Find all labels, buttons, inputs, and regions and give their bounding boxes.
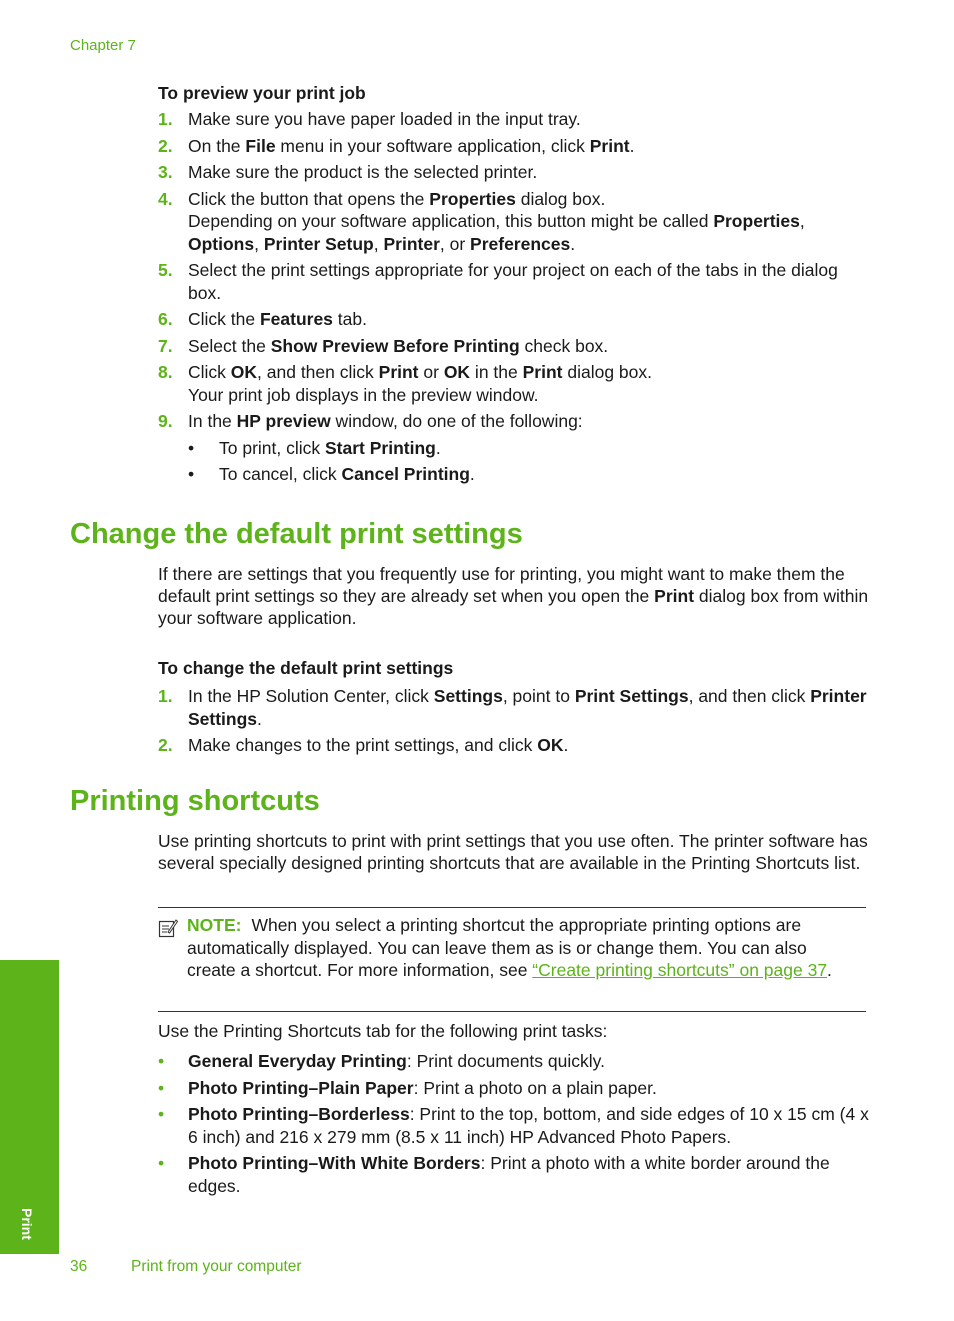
text-run: check box. bbox=[519, 335, 609, 356]
text-run: Click the button that opens the bbox=[188, 188, 430, 209]
text-run: To cancel, click bbox=[219, 464, 342, 484]
text-run: , or bbox=[439, 233, 471, 254]
text-run: . bbox=[563, 735, 569, 755]
shortcuts-intro-paragraph bbox=[158, 830, 870, 874]
step-option bbox=[188, 437, 870, 460]
preview-step bbox=[158, 259, 870, 304]
bold-text: Properties bbox=[429, 188, 516, 209]
bold-text: General Everyday Printing bbox=[188, 1051, 407, 1071]
bold-text: Print bbox=[378, 362, 419, 382]
text-run: Your print job displays in the preview window. bbox=[188, 384, 539, 405]
text-run: , bbox=[373, 233, 384, 254]
text-run: . bbox=[570, 233, 576, 254]
bold-text: Features bbox=[259, 309, 333, 329]
bold-text: Printer Setup bbox=[263, 233, 374, 254]
text-run: . bbox=[469, 464, 475, 484]
bold-text: Photo Printing–With White Borders bbox=[188, 1153, 481, 1173]
text-run: , and then click bbox=[257, 362, 379, 382]
note-pencil-icon bbox=[158, 918, 178, 938]
text-run: , point to bbox=[502, 686, 575, 706]
defaults-procedure-title: To change the default print settings bbox=[158, 658, 454, 678]
step-number: 4. bbox=[158, 188, 173, 209]
text-run: . bbox=[435, 437, 441, 458]
text-run: Click the bbox=[188, 309, 260, 329]
preview-step bbox=[158, 308, 870, 331]
bold-text: Print bbox=[522, 362, 563, 382]
bold-text: Start Printing bbox=[325, 437, 436, 458]
text-run: In the HP Solution Center, click bbox=[188, 686, 434, 706]
text-run: : Print a photo with a white border around the edges. bbox=[188, 1153, 830, 1196]
step-number: 2. bbox=[158, 135, 173, 156]
bold-text: HP preview bbox=[236, 411, 331, 431]
text-run: , bbox=[799, 211, 805, 231]
bullet-icon: • bbox=[188, 437, 195, 458]
text-run: or bbox=[418, 362, 444, 382]
defaults-step bbox=[158, 685, 870, 730]
note-end: . bbox=[827, 960, 832, 980]
text-run: Click bbox=[188, 362, 231, 382]
bullet-icon: • bbox=[158, 1153, 165, 1173]
step-number: 9. bbox=[158, 411, 173, 431]
text-run: On the bbox=[188, 135, 246, 156]
step-option bbox=[188, 463, 870, 486]
text-run: , and then click bbox=[688, 686, 811, 706]
tasks-list bbox=[158, 1050, 870, 1201]
preview-step bbox=[158, 410, 870, 486]
text-run: . bbox=[257, 708, 262, 729]
step-options-list bbox=[188, 437, 870, 486]
step-number: 1. bbox=[158, 109, 173, 129]
text-run: tab. bbox=[332, 309, 367, 329]
bold-text: Preferences bbox=[470, 233, 571, 254]
text-run: dialog box from within your software application. bbox=[158, 586, 869, 628]
text-run: : Print documents quickly. bbox=[406, 1051, 605, 1071]
note-text bbox=[187, 914, 857, 982]
step-number: 8. bbox=[158, 362, 173, 382]
preview-step bbox=[158, 188, 870, 256]
preview-procedure-title: To preview your print job bbox=[158, 83, 366, 103]
bold-text: OK bbox=[230, 362, 258, 382]
text-run: Depending on your software application, this button might be called bbox=[188, 211, 714, 231]
bullet-icon: • bbox=[158, 1077, 165, 1098]
bold-text: Print bbox=[654, 586, 695, 606]
step-number: 2. bbox=[158, 735, 173, 755]
bold-text: Options bbox=[188, 233, 255, 254]
text-run: dialog box. bbox=[515, 188, 606, 209]
preview-step bbox=[158, 108, 870, 131]
step-number: 1. bbox=[158, 686, 173, 706]
text-run: Make sure the product is the selected printer. bbox=[188, 162, 538, 182]
note-box bbox=[158, 907, 866, 1012]
text-run: To print, click bbox=[219, 437, 325, 458]
bold-text: Print Settings bbox=[574, 686, 689, 706]
task-item bbox=[158, 1103, 870, 1148]
bold-text: Properties bbox=[713, 211, 800, 231]
text-run: : Print to the top, bottom, and side edges of 10 x 15 cm (4 x 6 inch) and 216 x 279 mm (8.5 x 11 inch) HP Advanced Photo Papers. bbox=[188, 1104, 869, 1147]
step-number: 6. bbox=[158, 309, 173, 329]
text-run: Use the Printing Shortcuts tab for the following print tasks: bbox=[158, 1021, 608, 1041]
page-number: 36 bbox=[70, 1258, 88, 1275]
preview-step bbox=[158, 361, 870, 406]
bold-text: Cancel Printing bbox=[341, 464, 470, 484]
preview-step bbox=[158, 335, 870, 358]
bold-text: OK bbox=[537, 735, 564, 755]
text-run: Make sure you have paper loaded in the input tray. bbox=[188, 109, 581, 129]
defaults-intro-paragraph bbox=[158, 563, 870, 629]
side-tab-label: Print bbox=[19, 1208, 35, 1240]
footer-section-title: Print from your computer bbox=[131, 1258, 302, 1275]
text-run: Select the bbox=[188, 335, 271, 356]
bold-text: Photo Printing–Borderless bbox=[188, 1104, 410, 1124]
bold-text: Show Preview Before Printing bbox=[270, 335, 520, 356]
step-number: 7. bbox=[158, 335, 173, 356]
text-run: In the bbox=[188, 411, 237, 431]
create-shortcuts-link[interactable]: “Create printing shortcuts” on page 37 bbox=[532, 960, 828, 980]
bold-text: Settings bbox=[433, 686, 503, 706]
bullet-icon: • bbox=[188, 464, 195, 484]
defaults-steps-list bbox=[158, 685, 870, 761]
text-run: , bbox=[254, 233, 264, 254]
text-run: . bbox=[629, 135, 635, 156]
bullet-icon: • bbox=[158, 1104, 165, 1124]
bold-text: Printer bbox=[383, 233, 440, 254]
preview-step bbox=[158, 135, 870, 158]
bold-text: OK bbox=[443, 362, 471, 382]
bold-text: Print bbox=[589, 135, 630, 156]
note-body: When you select a printing shortcut the appropriate printing options are automatically displayed. You can leave them as is or change them. You can also create a shortcut. For more information, see bbox=[187, 915, 807, 980]
step-number: 3. bbox=[158, 162, 173, 182]
text-run: Use printing shortcuts to print with print settings that you use often. The printer software has several specially designed printing shortcuts that are available in the Printing Shortcuts list. bbox=[158, 831, 868, 873]
bold-text: Printer Settings bbox=[188, 686, 867, 729]
preview-step bbox=[158, 161, 870, 184]
text-run: Make changes to the print settings, and click bbox=[188, 735, 538, 755]
preview-steps-list bbox=[158, 108, 870, 490]
bold-text: Photo Printing–Plain Paper bbox=[188, 1077, 414, 1098]
bold-text: File bbox=[245, 135, 276, 156]
step-note bbox=[188, 384, 870, 407]
text-run: window, do one of the following: bbox=[330, 411, 583, 431]
text-run: If there are settings that you frequently use for printing, you might want to make them the default print settings so they are already set when you open the bbox=[158, 564, 845, 606]
section-heading-shortcuts: Printing shortcuts bbox=[70, 785, 320, 817]
step-number: 5. bbox=[158, 260, 173, 280]
text-run: Select the print settings appropriate for your project on each of the tabs in the dialog box. bbox=[188, 260, 838, 303]
tasks-intro-paragraph bbox=[158, 1020, 870, 1042]
text-run: dialog box. bbox=[562, 362, 652, 382]
step-note bbox=[188, 210, 870, 255]
task-item bbox=[158, 1077, 870, 1100]
chapter-label: Chapter 7 bbox=[70, 37, 136, 54]
text-run: menu in your software application, click bbox=[275, 135, 590, 156]
task-item bbox=[158, 1050, 870, 1073]
text-run: in the bbox=[470, 362, 523, 382]
section-heading-defaults: Change the default print settings bbox=[70, 518, 523, 550]
bullet-icon: • bbox=[158, 1051, 165, 1071]
task-item bbox=[158, 1152, 870, 1197]
defaults-step bbox=[158, 734, 870, 757]
text-run: : Print a photo on a plain paper. bbox=[413, 1077, 657, 1098]
note-label: NOTE: bbox=[187, 915, 242, 935]
